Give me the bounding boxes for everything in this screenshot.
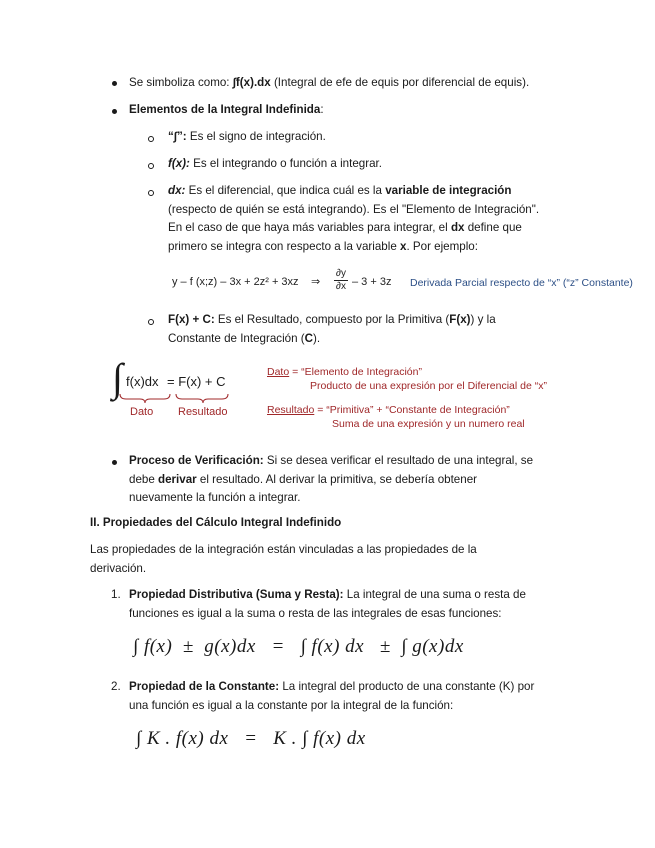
text-run: . Por ejemplo: [406,239,478,253]
property-term: Propiedad Distributiva (Suma y Resta): [129,588,344,601]
property-distributive [129,586,526,623]
verification-line-2 [129,471,533,490]
element-differential [168,182,539,256]
section-intro [90,541,477,578]
bullet-symbolize [129,74,529,93]
sub-bullet-marker [148,163,154,169]
property-term: Propiedad de la Constante: [129,680,280,693]
verification-term: Proceso de Verificación: [129,454,264,467]
differential-line-1 [168,182,539,201]
element-term: f(x): [168,157,190,170]
integral-lhs: f(x)dx [126,374,159,389]
partial-numerator: ∂y [336,268,346,279]
resultado-title: Resultado [267,404,315,416]
verification-line-1 [129,452,533,471]
dato-equation: = “Elemento de Integración” [289,366,422,378]
text-run: variable de integración [385,184,512,197]
elements-heading [129,101,324,120]
text-run: Si se desea verificar el resultado de una integral, se [263,454,534,467]
element-desc: Es el integrando o función a integrar. [189,157,382,170]
bullet-marker [112,81,117,86]
element-term: “∫”: [168,130,187,143]
implies-arrow: ⇒ [311,276,321,288]
prop2-line-1 [129,678,534,697]
section-heading [90,514,341,533]
result-line-2 [168,330,496,349]
property-number: 1. [111,588,121,601]
prop1-line-1 [129,586,526,605]
prop2-line-2: una función es igual a la constante por la integral de la función: [129,698,454,712]
example-right-expression: – 3 + 3z [352,276,392,288]
integral-symbol-text: ∫f(x).dx [232,76,271,89]
text-run: Es el diferencial, que indica cuál es la [185,184,386,197]
symbolize-suffix: (Integral de efe de equis por diferencial de equis). [270,76,530,89]
differential-line-4 [168,238,539,257]
text-run: debe [129,472,159,486]
integral-diagram [112,355,272,430]
resultado-definition [267,404,510,416]
section-title: II. Propiedades del Cálculo Integral Indefinido [90,516,342,529]
symbolize-prefix: Se simboliza como: [129,76,233,89]
distributive-formula: ∫ f(x) ± g(x)dx = ∫ f(x) dx ± ∫ g(x)dx [133,636,464,657]
brace-lines [112,392,272,406]
text-run: La integral del producto de una constante (K) por [279,680,535,693]
bullet-marker [112,460,117,465]
text-run: x [400,239,407,253]
text-run: La integral de una suma o resta de [343,588,526,601]
example-left-expression: y – f (x;z) – 3x + 2z² + 3xz [172,276,299,288]
element-desc: Es el signo de integración. [186,130,326,143]
property-constant [129,678,534,715]
text-run: define que [464,221,522,234]
integral-rhs: = F(x) + C [167,374,226,389]
text-run: Es el Resultado, compuesto por la Primitiva ( [214,313,450,326]
element-integrand [168,155,382,174]
partial-fraction [334,268,348,293]
intro-line-1: Las propiedades de la integración están vinculadas a las propiedades de la [90,543,477,556]
dato-definition [267,366,422,378]
text-run: Constante de Integración ( [168,331,305,345]
text-run: ) y la [470,313,496,326]
verification-line-3: nuevamente la función a integrar. [129,491,301,504]
partial-derivative-note: Derivada Parcial respecto de “x” (“z” Constante) [410,277,633,289]
element-integral-sign [168,128,326,147]
integral-sign-glyph: ∫ [112,355,123,400]
bullet-marker [112,109,117,114]
differential-line-2: (respecto de quién se está integrando). Es el "Elemento de Integración". [168,202,540,216]
partial-denominator: ∂x [334,280,348,293]
text-run: F(x) [449,313,471,326]
sub-bullet-marker [148,190,154,196]
text-run: el resultado. Al derivar la primitiva, se debería obtener [196,472,478,486]
result-line-1 [168,311,496,330]
element-term: dx: [168,184,186,197]
text-run: dx [450,221,465,234]
elements-title: Elementos de la Integral Indefinida [129,103,321,116]
verification-paragraph [129,452,533,508]
resultado-equation: = “Primitiva” + “Constante de Integración” [314,404,510,416]
property-number: 2. [111,680,121,693]
text-run: C [304,331,314,345]
sub-bullet-marker [148,136,154,142]
intro-line-2: derivación. [90,561,147,575]
text-run: En el caso de que haya más variables para integrar, el [168,221,451,234]
elements-colon: : [320,103,324,116]
element-result [168,311,496,348]
dato-label: Dato [130,406,154,418]
dato-subtitle: Producto de una expresión por el Diferencial de “x” [310,380,547,392]
text-run: derivar [158,472,197,486]
element-term: F(x) + C: [168,313,215,326]
text-run: primero se integra con respecto a la variable [168,239,400,253]
constant-formula: ∫ K . f(x) dx = K . ∫ f(x) dx [136,728,366,749]
differential-line-3 [168,219,539,238]
prop1-line-2: funciones es igual a la suma o resta de las integrales de esas funciones: [129,606,502,620]
resultado-label: Resultado [178,406,228,418]
dato-title: Dato [267,366,290,378]
resultado-subtitle: Suma de una expresión y un numero real [332,418,525,430]
text-run: ). [313,331,321,345]
sub-bullet-marker [148,319,154,325]
